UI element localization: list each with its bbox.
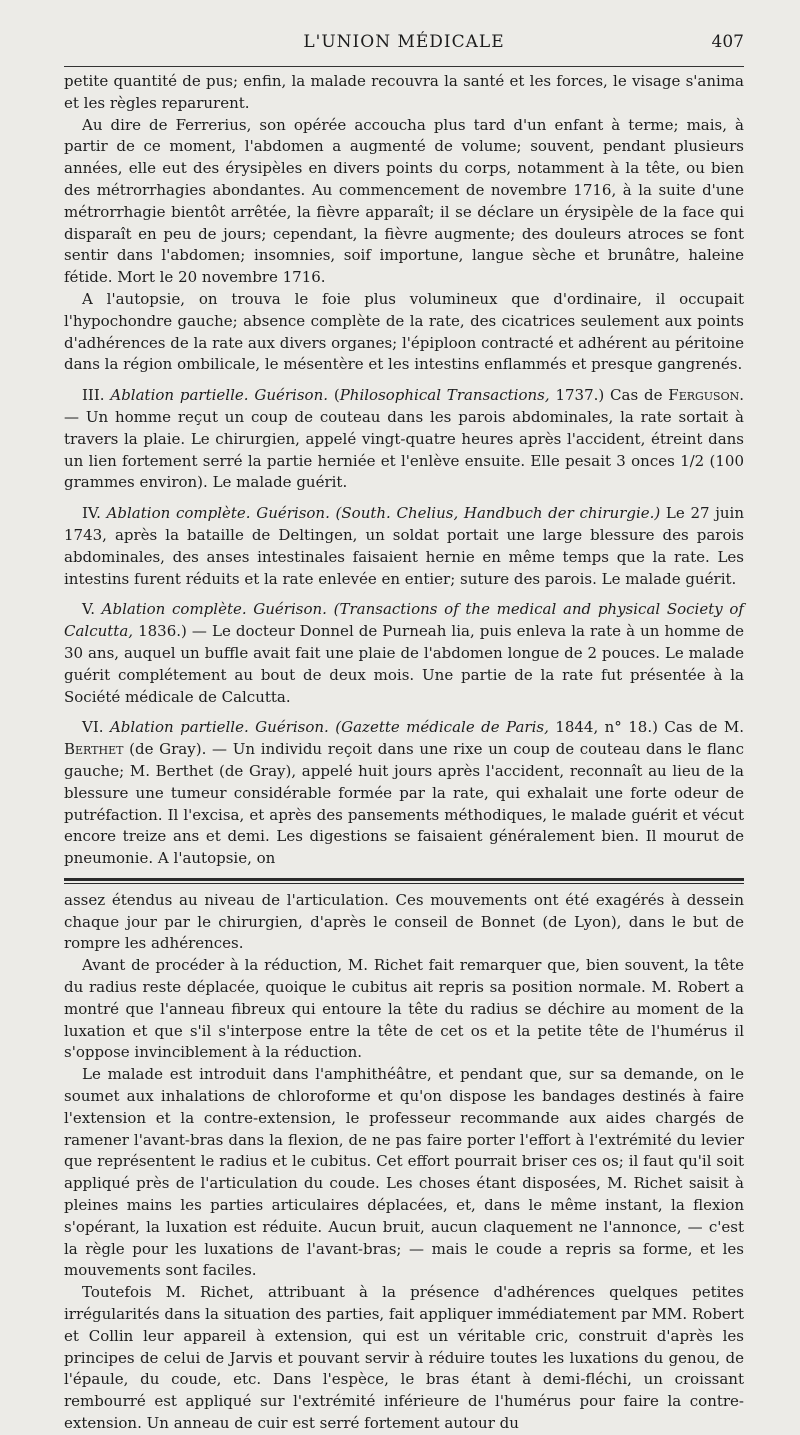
paragraph: Toutefois M. Richet, attribuant à la présence d'adhérences quelques petites irrégularités dans la situation des parties, fait appliquer immédiatement par MM. Robert et Collin leur appareil à extension, qui est un véritable cric, construit d'après les principes de celui de Jarvis et pouvant servir à réduire toutes les luxations du genou, de l'épaule, du coude, etc. Dans l'espèce, le bras étant à demi-fléchi, un croissant rembourré est appliqué sur l'extrémité inférieure de l'humérus pour faire la contre-extension. Un anneau de cuir est serré fortement autour du <box>64 1283 744 1433</box>
page-number: 407 <box>711 32 744 52</box>
case-author-rest: (de Gray). <box>123 740 207 759</box>
case-body: — Un homme reçut un coup de couteau dans les parois abdominales, la rate sortait à travers la plaie. Le chirurgien, appelé vingt-quatre heures après l'accident, étreint dans un lien fortement serré la partie herniée et l'enlève ensuite. Elle pesait 3 onces 1/2 (100 grammes environ). Le malade guérit. <box>64 407 744 492</box>
paragraph: A l'autopsie, on trouva le foie plus volumineux que d'ordinaire, il occupait l'hypochondre gauche; absence complète de la rate, des cicatrices seulement aux points d'adhérences de la rate aux divers organes; l'épiploon contracté et adhérent au péritoine dans la région ombilicale, le mésentère et les intestins enflammés et presque gangrenés. <box>64 289 744 374</box>
header-rule <box>64 66 744 67</box>
case-iii <box>64 385 744 494</box>
case-number: IV. <box>82 504 101 523</box>
case-vi <box>64 717 744 870</box>
case-source: (Transactions of the medical and physical Society of Calcutta, <box>64 600 744 641</box>
paragraph: Avant de procéder à la réduction, M. Richet fait remarquer que, bien souvent, la tête du radius reste déplacée, quoique le cubitus ait repris sa position normale. M. Robert a montré que l'anneau fibreux qui entoure la tête du radius se déchire au moment de la luxation et que s'il s'interpose entre la tête de cet os et la petite tête de l'humérus il s'oppose invinciblement à la réduction. <box>64 956 744 1062</box>
paragraph: Le malade est introduit dans l'amphithéâtre, et pendant que, sur sa demande, on le soumet aux inhalations de chloroforme et qu'on dispose les bandages destinés à faire l'extension et la contre-extension, le professeur recommande aux aides chargés de ramener l'avant-bras dans la flexion, de ne pas faire porter l'effort à l'extrémité du levier que représentent le radius et le cubitus. Cet effort pourrait briser ces os; il faut qu'il soit appliqué près de l'articulation du coude. Les choses étant disposées, M. Richet saisit à pleines mains les parties articulaires déplacées, et, dans le même instant, la flexion s'opérant, la luxation est réduite. Aucun bruit, aucun claquement ne l'annonce, — c'est la règle pour les luxations de l'avant-bras; — mais le coude a repris sa forme, et les mouvements sont faciles. <box>64 1065 744 1280</box>
page-header <box>64 30 744 66</box>
lower-article <box>64 890 744 1435</box>
case-number: III. <box>82 386 105 405</box>
case-number: VI. <box>82 718 104 737</box>
case-source-rest: 1844, n° 18.) Cas de M. <box>548 718 744 737</box>
section-divider <box>64 878 744 884</box>
case-author: Berthet <box>64 740 124 759</box>
case-title: Ablation partielle. Guérison. <box>109 718 329 737</box>
upper-article <box>64 71 744 870</box>
case-title: Ablation complète. Guérison. <box>106 504 330 523</box>
case-iv <box>64 503 744 590</box>
case-source-rest: 1737.) Cas de <box>549 386 669 405</box>
case-author: Ferguson. <box>668 386 745 405</box>
case-title: Ablation partielle. Guérison. <box>110 386 328 405</box>
case-source: (South. Chelius, Handbuch der chirurgie.) <box>335 504 661 523</box>
source-paren: ( <box>333 386 340 405</box>
case-body: Le 27 juin 1743, après la bataille de Deltingen, un soldat portait une large blessure des parois abdominales, des anses intestinales faisaient hernie en même temps que la rate. Les intestins furent réduits et la rate enlevée en entier; suture des parois. Le malade guérit. <box>64 504 744 588</box>
case-number: V. <box>82 600 95 619</box>
case-v <box>64 599 744 708</box>
case-body: — Le docteur Donnel de Purneah lia, puis enleva la rate à un homme de 30 ans, auquel un buffle avait fait une plaie de l'abdomen longue de 2 pouces. Le malade guérit complétement au bout de deux mois. Une partie de la rate fut présentée à la Société médicale de Calcutta. <box>64 622 744 706</box>
case-source-rest: 1836.) <box>133 622 187 641</box>
case-body: — Un individu reçoit dans une rixe un coup de couteau dans le flanc gauche; M. Berthet (de Gray), appelé huit jours après l'accident, reconnaît au lieu de la blessure une tumeur considérable formée par la rate, qui exhalait une forte odeur de putréfaction. Il l'excisa, et après des pansements méthodiques, le malade guérit et vécut encore treize ans et demi. Les digestions se faisaient généralement bien. Il mourut de pneumonie. A l'autopsie, on <box>64 740 744 868</box>
case-source: Philosophical Transactions, <box>339 386 550 405</box>
paragraph: Au dire de Ferrerius, son opérée accoucha plus tard d'un enfant à terme; mais, à partir de ce moment, l'abdomen a augmenté de volume; souvent, pendant plusieurs années, elle eut des érysipèles en divers points du corps, notamment à la tête, ou bien des métrorrhagies abondantes. Au commencement de novembre 1716, à la suite d'une métrorrhagie bientôt arrêtée, la fièvre apparaît; il se déclare un érysipèle de la face qui disparaît en peu de jours; cependant, la fièvre augmente; des douleurs atroces se font sentir dans l'abdomen; insomnies, soif importune, langue sèche et brunâtre, haleine fétide. Mort le 20 novembre 1716. <box>64 115 744 287</box>
case-title: Ablation complète. Guérison. <box>101 600 327 619</box>
paragraph: petite quantité de pus; enfin, la malade recouvra la santé et les forces, le visage s'anima et les règles reparurent. <box>64 72 744 112</box>
running-title: L'UNION MÉDICALE <box>303 32 505 52</box>
paragraph: assez étendus au niveau de l'articulation. Ces mouvements ont été exagérés à dessein chaque jour par le chirurgien, d'après le conseil de Bonnet (de Lyon), dans le but de rompre les adhérences. <box>64 890 744 953</box>
case-source: (Gazette médicale de Paris, <box>335 718 549 737</box>
